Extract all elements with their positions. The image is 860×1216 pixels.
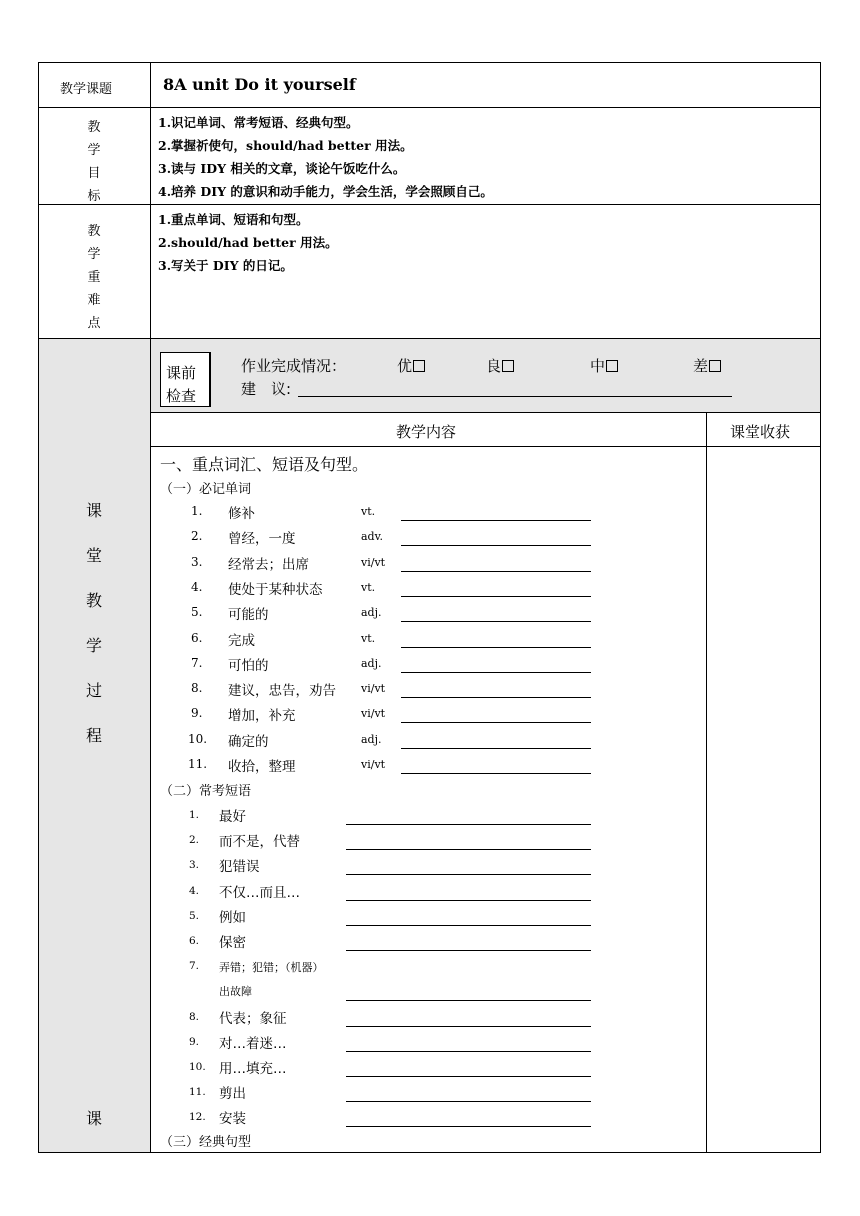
process-label-char: 程	[86, 726, 103, 745]
word-pos: vt.	[361, 631, 376, 645]
phrase-number: 11.	[189, 1086, 206, 1099]
process-label-char: 过	[86, 681, 103, 700]
checkbox[interactable]	[413, 360, 425, 372]
process-label-char: 课	[86, 1109, 103, 1128]
keypoints-label-char: 教	[87, 224, 101, 239]
words-title: （一）必记单词	[160, 482, 252, 497]
sentences-title: （三）经典句型	[160, 1135, 252, 1150]
word-number: 2.	[191, 529, 203, 544]
advice-blank[interactable]	[298, 396, 732, 397]
word-number: 5.	[191, 605, 203, 620]
phrase-number: 4.	[189, 884, 200, 897]
word-pos: adj.	[361, 606, 382, 620]
word-number: 8.	[191, 681, 203, 696]
lesson-plan-table	[38, 62, 821, 1153]
keypoint-item: 3.写关于 DIY 的日记。	[158, 258, 293, 273]
objective-item: 1.识记单词、常考短语、经典句型。	[158, 115, 359, 130]
checkbox[interactable]	[709, 360, 721, 372]
option-label: 优	[397, 357, 413, 375]
process-label-char: 教	[86, 591, 103, 610]
phrase-meaning: 剪出	[219, 1086, 246, 1103]
answer-blank[interactable]	[346, 950, 591, 951]
checkbox[interactable]	[502, 360, 514, 372]
phrase-number: 8.	[189, 1010, 200, 1023]
answer-blank[interactable]	[346, 824, 591, 825]
word-meaning: 曾经，一度	[228, 531, 296, 548]
word-meaning: 可怕的	[228, 657, 269, 674]
answer-blank[interactable]	[401, 545, 591, 546]
section-title: 一、重点词汇、短语及句型。	[160, 455, 369, 474]
word-meaning: 使处于某种状态	[228, 581, 323, 598]
phrase-meaning: 安装	[219, 1111, 246, 1128]
answer-blank[interactable]	[346, 900, 591, 901]
topic-value: 8A unit Do it yourself	[163, 75, 356, 94]
option-label: 差	[693, 357, 709, 375]
phrase-number: 3.	[189, 859, 200, 872]
option-label: 中	[590, 357, 606, 375]
option-good[interactable]	[486, 355, 514, 376]
topic-label: 教学课题	[60, 82, 113, 97]
answer-blank[interactable]	[401, 520, 591, 521]
phrase-meaning: 保密	[219, 935, 246, 951]
word-meaning: 可能的	[228, 607, 269, 624]
answer-blank[interactable]	[401, 697, 591, 698]
objective-item: 4.培养 DIY 的意识和动手能力，学会生活，学会照顾自己。	[158, 184, 493, 199]
phrase-meaning: 代表；象征	[219, 1010, 287, 1027]
phrase-number: 9.	[189, 1035, 200, 1048]
word-meaning: 建议，忠告，劝告	[228, 683, 336, 700]
answer-blank[interactable]	[346, 874, 591, 875]
answer-blank[interactable]	[401, 672, 591, 673]
phrases-title: （二）常考短语	[160, 784, 252, 799]
answer-blank[interactable]	[346, 849, 591, 850]
precheck-divider	[210, 352, 211, 407]
word-pos: vi/vt	[361, 707, 386, 721]
word-pos: vi/vt	[361, 555, 386, 569]
gain-header: 课堂收获	[730, 423, 791, 441]
phrase-meaning: 用…填充…	[219, 1061, 287, 1077]
phrase-meaning: 弄错；犯错；（机器）	[219, 961, 324, 975]
row-divider	[150, 446, 821, 447]
word-number: 4.	[191, 579, 203, 594]
phrase-meaning: 犯错误	[219, 859, 260, 876]
objective-item: 3.读与 IDY 相关的文章，谈论午饭吃什么。	[158, 161, 406, 176]
phrase-meaning: 不仅…而且…	[219, 884, 300, 901]
option-label: 良	[486, 357, 502, 375]
word-meaning: 经常去；出席	[228, 556, 309, 573]
keypoint-item: 2.should/had better 用法。	[158, 235, 338, 250]
objectives-label-char: 学	[87, 143, 101, 158]
word-pos: adv.	[361, 530, 384, 544]
keypoints-label-char: 重	[87, 270, 101, 285]
phrase-meaning-cont: 出故障	[219, 985, 252, 999]
row-divider	[150, 412, 821, 413]
phrase-meaning: 例如	[219, 909, 246, 926]
objectives-label-char: 目	[87, 166, 101, 181]
content-header: 教学内容	[396, 423, 457, 441]
homework-label: 作业完成情况：	[241, 357, 347, 375]
word-pos: vi/vt	[361, 682, 386, 696]
phrase-number: 12.	[189, 1111, 206, 1124]
phrase-meaning: 最好	[219, 809, 246, 825]
process-label-char: 课	[86, 501, 103, 520]
answer-blank[interactable]	[401, 621, 591, 622]
objectives-label-char: 标	[87, 189, 101, 204]
answer-blank[interactable]	[346, 925, 591, 926]
word-number: 10.	[188, 731, 208, 746]
answer-blank[interactable]	[401, 748, 591, 749]
process-label-char: 堂	[86, 546, 103, 565]
row-divider	[38, 204, 821, 205]
answer-blank[interactable]	[346, 1000, 591, 1001]
word-number: 9.	[191, 706, 203, 721]
phrase-number: 2.	[189, 834, 200, 847]
word-meaning: 收拾，整理	[228, 759, 296, 775]
word-meaning: 确定的	[228, 733, 269, 750]
phrase-number: 6.	[189, 935, 200, 947]
word-pos: adj.	[361, 656, 382, 670]
keypoint-item: 1.重点单词、短语和句型。	[158, 212, 309, 227]
answer-blank[interactable]	[401, 647, 591, 648]
precheck-label: 课前	[166, 364, 197, 382]
precheck-label: 检查	[166, 387, 197, 405]
phrase-meaning: 而不是，代替	[219, 834, 300, 851]
phrase-meaning: 对…着迷…	[219, 1035, 287, 1052]
word-number: 6.	[191, 630, 203, 645]
keypoints-label-char: 点	[87, 316, 101, 331]
word-pos: vi/vt	[361, 758, 386, 771]
answer-blank[interactable]	[346, 1076, 591, 1077]
phrase-number: 5.	[189, 909, 200, 922]
answer-blank[interactable]	[401, 571, 591, 572]
answer-blank[interactable]	[346, 1051, 591, 1052]
option-poor[interactable]	[693, 355, 721, 376]
word-meaning: 修补	[228, 506, 255, 522]
column-divider	[150, 62, 151, 1153]
checkbox[interactable]	[606, 360, 618, 372]
word-pos: vt.	[361, 505, 376, 518]
word-meaning: 完成	[228, 632, 255, 649]
objectives-label-char: 教	[87, 120, 101, 135]
option-fair[interactable]	[590, 355, 618, 376]
phrase-number: 1.	[189, 809, 200, 821]
word-number: 3.	[191, 554, 203, 569]
answer-blank[interactable]	[401, 773, 591, 774]
answer-blank[interactable]	[346, 1026, 591, 1027]
answer-blank[interactable]	[401, 596, 591, 597]
process-label-char: 学	[86, 636, 103, 655]
advice-label: 建 议:	[241, 380, 292, 398]
answer-blank[interactable]	[346, 1126, 591, 1127]
column-divider	[706, 412, 707, 1153]
keypoints-label-char: 学	[87, 247, 101, 262]
word-number: 1.	[191, 504, 203, 518]
answer-blank[interactable]	[401, 722, 591, 723]
word-number: 7.	[191, 655, 203, 670]
word-pos: vt.	[361, 580, 376, 594]
word-meaning: 增加，补充	[228, 708, 296, 725]
objective-item: 2.掌握祈使句，should/had better 用法。	[158, 138, 413, 153]
answer-blank[interactable]	[346, 1101, 591, 1102]
option-excellent[interactable]	[397, 355, 425, 376]
keypoints-label-char: 难	[87, 293, 101, 308]
phrase-number: 10.	[189, 1061, 206, 1073]
phrase-number: 7.	[189, 960, 200, 973]
row-divider	[38, 107, 821, 108]
word-number: 11.	[188, 757, 208, 771]
word-pos: adj.	[361, 732, 382, 746]
